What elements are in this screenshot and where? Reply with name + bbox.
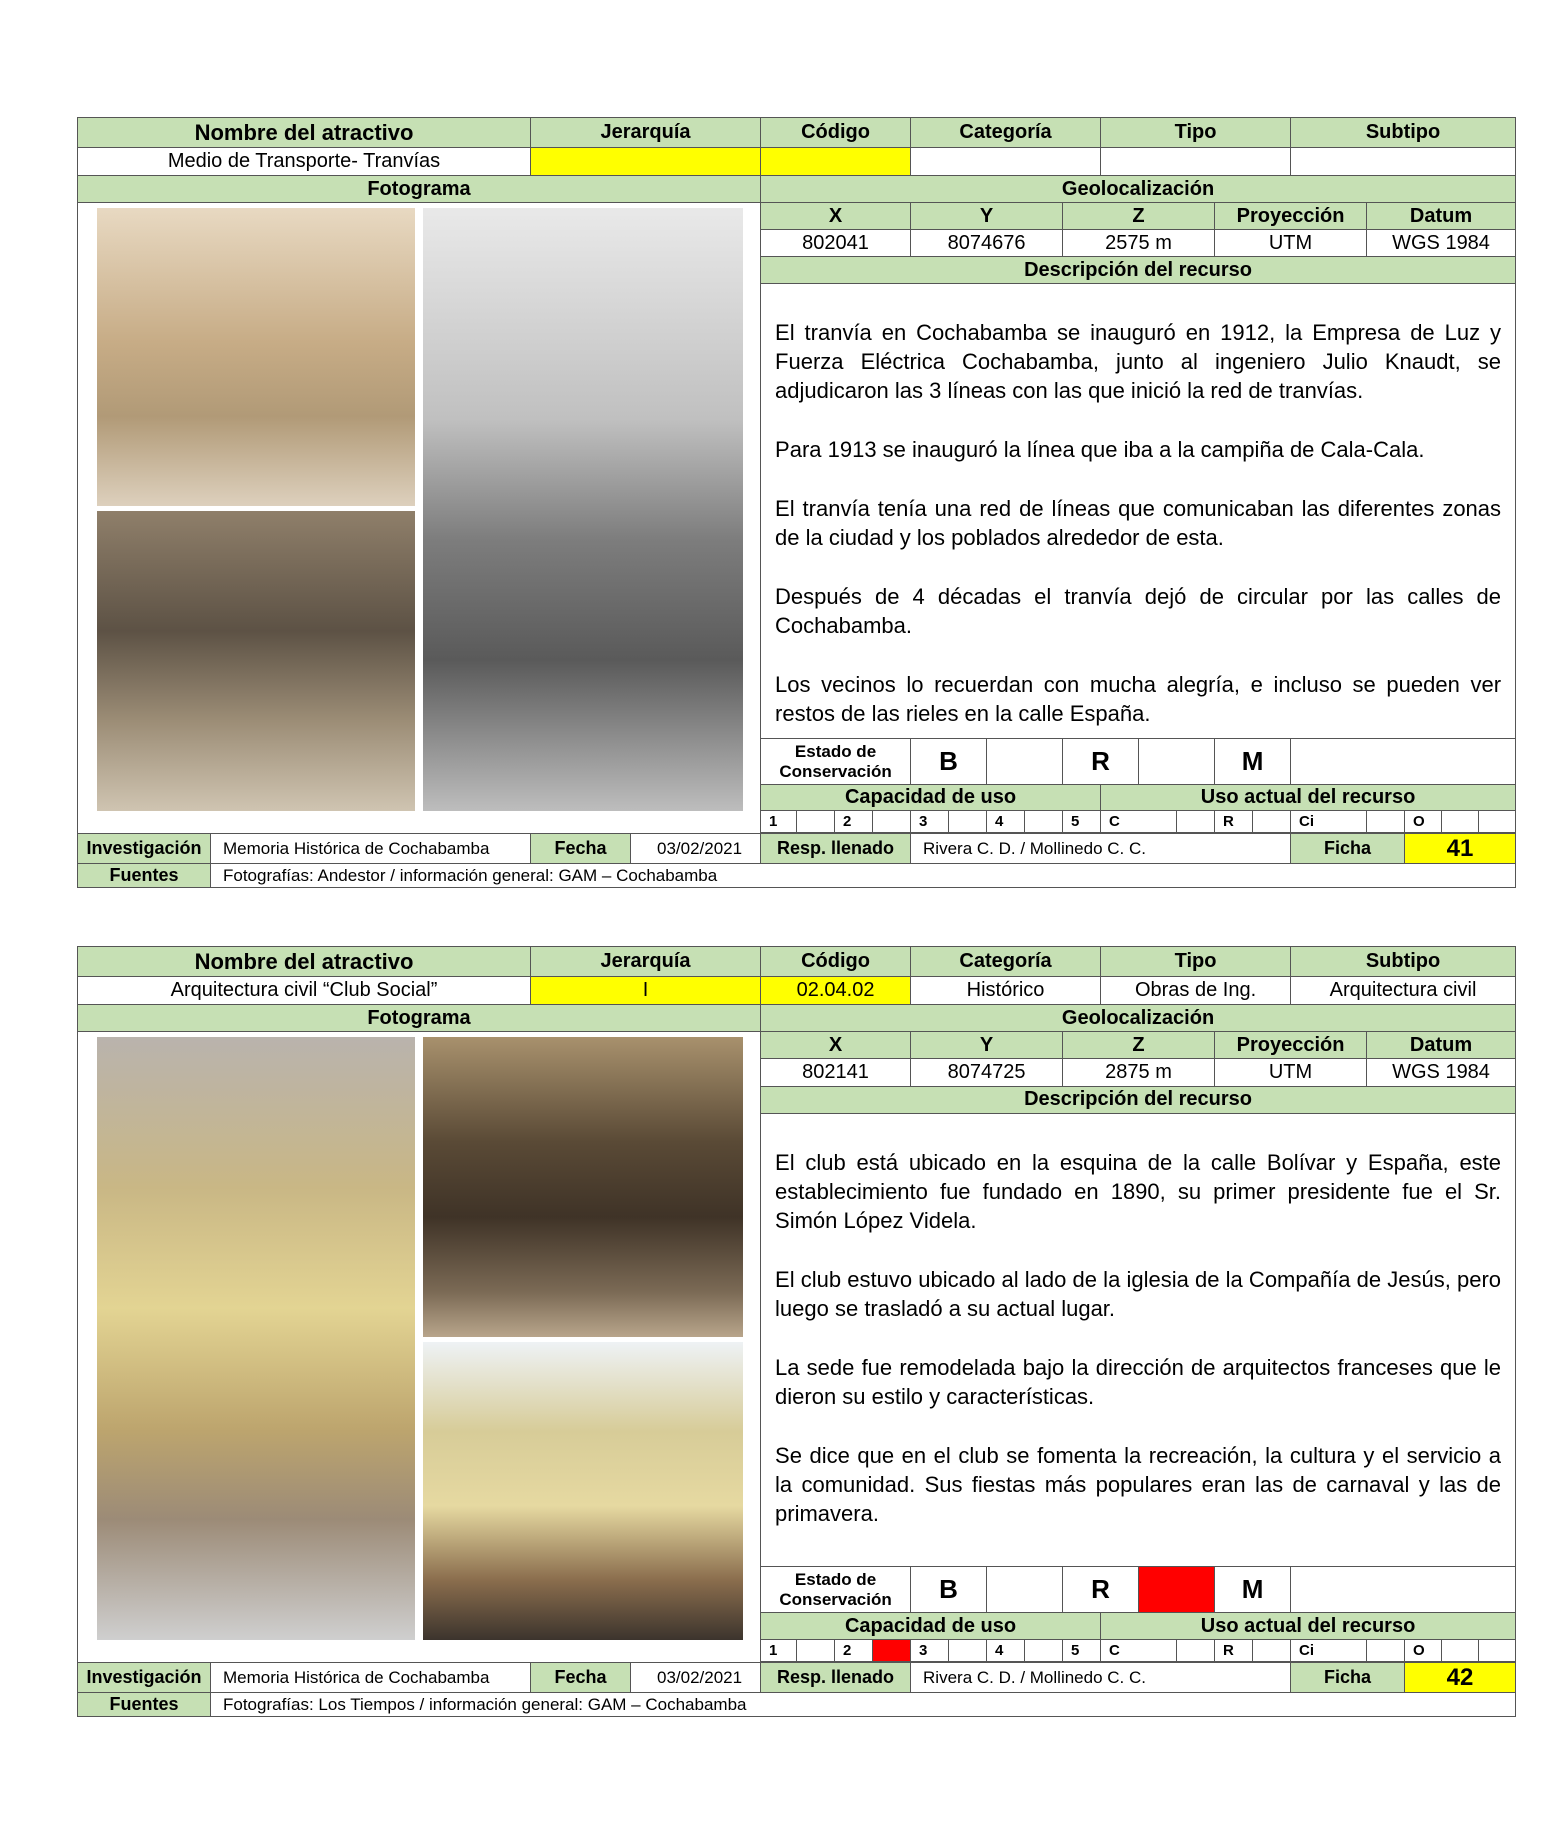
header-y: Y [911,1032,1063,1059]
capacidad-5: 5 [1063,811,1101,833]
estado-m: M [1215,739,1291,785]
descripcion-paragraph: El tranvía en Cochabamba se inauguró en 1912, la Empresa de Luz y Fuerza Eléctrica Cochabamba, junto al ingeniero Julio Knaudt, se adjudicaron las 3 líneas con las que inició la red de tranvías. [775,320,1502,403]
header-categoria: Categoría [911,947,1101,977]
header-descripcion: Descripción del recurso [761,257,1516,284]
fecha-label: Fecha [531,834,631,864]
header-jerarquia: Jerarquía [531,947,761,977]
fuentes-label: Fuentes [78,1693,211,1717]
header-z: Z [1063,1032,1215,1059]
proyeccion-value: UTM [1215,1059,1367,1086]
uso-o: O [1405,811,1442,833]
descripcion-paragraph: Para 1913 se inauguró la línea que iba a la campiña de Cala-Cala. [775,437,1425,462]
uso-o: O [1405,1639,1442,1661]
estado-r-box-selected [1139,1567,1215,1613]
resp-value: Rivera C. D. / Mollinedo C. C. [911,1663,1291,1693]
uso-ci-box [1367,1639,1405,1661]
photo-tram-pharmacy [97,511,415,811]
subtipo-value [1291,148,1516,176]
capacidad-2-box [873,811,911,833]
descripcion-paragraph: Los vecinos lo recuerdan con mucha alegría, e incluso se pueden ver restos de las rieles en la calle España. [775,672,1502,726]
header-capacidad: Capacidad de uso [761,785,1101,811]
uso-c-box [1177,811,1215,833]
header-z: Z [1063,203,1215,230]
investigacion-label: Investigación [78,1663,211,1693]
header-descripcion: Descripción del recurso [761,1086,1516,1113]
header-subtipo: Subtipo [1291,947,1516,977]
ficha-number: 42 [1405,1663,1516,1693]
categoria-value: Histórico [911,977,1101,1005]
photo-tram-crowd [423,208,743,811]
y-value: 8074725 [911,1059,1063,1086]
header-tipo: Tipo [1101,947,1291,977]
header-subtipo: Subtipo [1291,118,1516,148]
fuentes-value: Fotografías: Los Tiempos / información general: GAM – Cochabamba [211,1693,1516,1717]
header-y: Y [911,203,1063,230]
descripcion-paragraph: El tranvía tenía una red de líneas que comunicaban las diferentes zonas de la ciudad y los poblados alrededor de esta. [775,496,1502,550]
photo-club-corner [423,1342,743,1640]
estado-b-box [987,739,1063,785]
subtipo-value: Arquitectura civil [1291,977,1516,1005]
y-value: 8074676 [911,230,1063,257]
uso-r-box [1253,1639,1291,1661]
uso-o-box [1442,1639,1479,1661]
header-nombre: Nombre del atractivo [78,118,531,148]
resp-label: Resp. llenado [761,834,911,864]
proyeccion-value: UTM [1215,230,1367,257]
descripcion-paragraph: Se dice que en el club se fomenta la recreación, la cultura y el servicio a la comunidad. Sus fiestas más populares eran las de carnaval y las de primavera. [775,1442,1502,1526]
uso-c-box [1177,1639,1215,1661]
uso-r: R [1215,1639,1253,1661]
ficha-label: Ficha [1291,834,1405,864]
header-fotograma: Fotograma [78,1005,761,1032]
nombre-value: Medio de Transporte- Tranvías [78,148,531,176]
ficha-table [77,117,1516,888]
datum-value: WGS 1984 [1367,230,1516,257]
ficha-card [77,117,1502,888]
header-geolocalizacion: Geolocalización [761,176,1516,203]
tipo-value: Obras de Ing. [1101,977,1291,1005]
resp-value: Rivera C. D. / Mollinedo C. C. [911,834,1291,864]
header-jerarquia: Jerarquía [531,118,761,148]
uso-ci: Ci [1291,1639,1367,1661]
ficha-table [77,946,1516,1717]
uso-r: R [1215,811,1253,833]
estado-label: Estado de Conservación [761,1567,911,1613]
categoria-value [911,148,1101,176]
capacidad-3-box [949,1639,987,1661]
tipo-value [1101,148,1291,176]
capacidad-1: 1 [761,811,797,833]
photo-club-facade [97,1037,415,1640]
resp-label: Resp. llenado [761,1663,911,1693]
uso-r-box [1253,811,1291,833]
capacidad-5: 5 [1063,1639,1101,1661]
header-codigo: Código [761,947,911,977]
codigo-value [761,148,911,176]
header-geolocalizacion: Geolocalización [761,1005,1516,1032]
uso-o-box [1442,811,1479,833]
uso-c: C [1101,1639,1177,1661]
estado-label: Estado de Conservación [761,739,911,785]
fuentes-value: Fotografías: Andestor / información general: GAM – Cochabamba [211,864,1516,888]
estado-b-box [987,1567,1063,1613]
capacidad-4-box [1025,1639,1063,1661]
header-tipo: Tipo [1101,118,1291,148]
estado-r: R [1063,1567,1139,1613]
capacidad-1-box [797,1639,835,1661]
estado-b: B [911,739,987,785]
fuentes-label: Fuentes [78,864,211,888]
jerarquia-value: I [531,977,761,1005]
codigo-value: 02.04.02 [761,977,911,1005]
header-proyeccion: Proyección [1215,203,1367,230]
capacidad-3: 3 [911,811,949,833]
fotograma-cell [78,203,761,834]
descripcion-paragraph: Después de 4 décadas el tranvía dejó de circular por las calles de Cochabamba. [775,584,1502,638]
photo-tram-plaza [97,208,415,506]
uso-ci: Ci [1291,811,1367,833]
capacidad-2: 2 [835,811,873,833]
photo-club-interior [423,1037,743,1337]
header-categoria: Categoría [911,118,1101,148]
fotograma-cell [78,1032,761,1663]
descripcion-paragraph: El club está ubicado en la esquina de la calle Bolívar y España, este establecimiento fue fundado en 1890, su primer presidente fue el Sr. Simón López Videla. [775,1149,1502,1233]
investigacion-value: Memoria Histórica de Cochabamba [211,834,531,864]
capacidad-2-box-selected [873,1639,911,1661]
z-value: 2875 m [1063,1059,1215,1086]
header-capacidad: Capacidad de uso [761,1613,1101,1639]
capacidad-1: 1 [761,1639,797,1661]
investigacion-value: Memoria Histórica de Cochabamba [211,1663,531,1693]
z-value: 2575 m [1063,230,1215,257]
descripcion-text [761,284,1516,739]
descripcion-text [761,1113,1516,1566]
ficha-card [77,946,1502,1717]
investigacion-label: Investigación [78,834,211,864]
header-datum: Datum [1367,1032,1516,1059]
uso-ci-box [1367,811,1405,833]
header-proyeccion: Proyección [1215,1032,1367,1059]
jerarquia-value [531,148,761,176]
capacidad-4: 4 [987,811,1025,833]
estado-m: M [1215,1567,1291,1613]
estado-m-box [1291,1567,1516,1613]
ficha-label: Ficha [1291,1663,1405,1693]
header-uso-actual: Uso actual del recurso [1101,1613,1516,1639]
descripcion-paragraph: El club estuvo ubicado al lado de la iglesia de la Compañía de Jesús, pero luego se trasladó a su actual lugar. [775,1266,1502,1321]
x-value: 802141 [761,1059,911,1086]
ficha-number: 41 [1405,834,1516,864]
header-codigo: Código [761,118,911,148]
capacidad-4: 4 [987,1639,1025,1661]
fecha-value: 03/02/2021 [631,1663,761,1693]
estado-r: R [1063,739,1139,785]
estado-m-box [1291,739,1516,785]
capacidad-4-box [1025,811,1063,833]
capacidad-1-box [797,811,835,833]
datum-value: WGS 1984 [1367,1059,1516,1086]
header-x: X [761,203,911,230]
capacidad-3: 3 [911,1639,949,1661]
header-nombre: Nombre del atractivo [78,947,531,977]
estado-b: B [911,1567,987,1613]
capacidad-2: 2 [835,1639,873,1661]
nombre-value: Arquitectura civil “Club Social” [78,977,531,1005]
header-fotograma: Fotograma [78,176,761,203]
uso-c: C [1101,811,1177,833]
header-datum: Datum [1367,203,1516,230]
x-value: 802041 [761,230,911,257]
descripcion-paragraph: La sede fue remodelada bajo la dirección de arquitectos franceses que le dieron su estilo y características. [775,1354,1502,1409]
capacidad-3-box [949,811,987,833]
header-uso-actual: Uso actual del recurso [1101,785,1516,811]
estado-r-box [1139,739,1215,785]
fecha-label: Fecha [531,1663,631,1693]
uso-extra-box [1479,1639,1516,1661]
fecha-value: 03/02/2021 [631,834,761,864]
uso-extra-box [1479,811,1516,833]
header-x: X [761,1032,911,1059]
